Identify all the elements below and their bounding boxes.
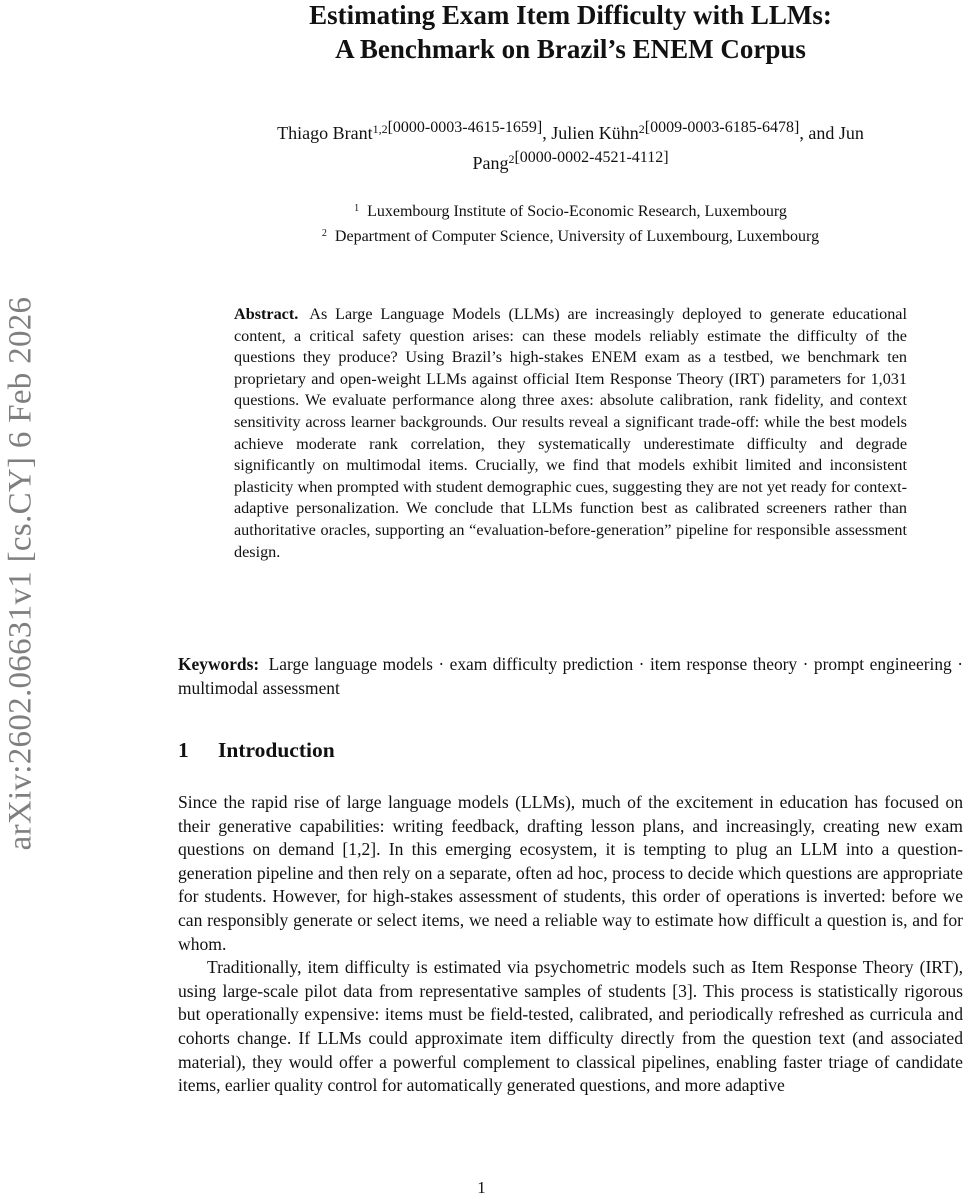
affiliation-mark: 1: [354, 203, 360, 214]
author-line-1: [178, 118, 963, 148]
orcid-link[interactable]: [0000-0002-4521-4112]: [514, 149, 669, 166]
author-name: Thiago Brant: [277, 123, 373, 143]
keywords-label: Keywords:: [178, 654, 260, 674]
arxiv-identifier[interactable]: arXiv:2602.06631v1 [cs.CY] 6 Feb 2026: [2, 296, 39, 850]
affiliation-text: Luxembourg Institute of Socio-Economic Research, Luxembourg: [367, 203, 787, 220]
keywords-block: [178, 652, 963, 700]
affiliation-text: Department of Computer Science, University of Luxembourg, Luxembourg: [334, 228, 820, 245]
author-separator: , and Jun: [799, 123, 864, 143]
affiliation-mark: 2: [321, 228, 327, 239]
orcid-link[interactable]: [0000-0003-4615-1659]: [387, 119, 543, 136]
title-line-2: A Benchmark on Brazil’s ENEM Corpus: [335, 34, 806, 64]
paper-title: [178, 0, 963, 66]
section-title: Introduction: [218, 738, 335, 762]
author-affil-mark: 1,2: [372, 122, 388, 136]
author-line-2: [178, 148, 963, 178]
abstract-paragraph: [234, 304, 907, 563]
author-list: [178, 118, 963, 178]
abstract-text: As Large Language Models (LLMs) are increasingly deployed to generate educational content, a critical safety question arises: can these models reliably estimate the difficulty of the questions they produce? Using Brazil’s high-stakes ENEM exam as a testbed, we benchmark ten proprietary and open-weight LLMs against official Item Response Theory (IRT) parameters for 1,031 questions. We evaluate performance along three axes: absolute calibration, rank fidelity, and context sensitivity across learner backgrounds. Our results reveal a significant trade-off: while the best models achieve moderate rank correlation, they systematically underestimate difficulty and degrade significantly on multimodal items. Crucially, we find that models exhibit limited and inconsistent plasticity when prompted with student demographic cues, suggesting they are not yet ready for context-adaptive personalization. We conclude that LLMs function best as calibrated screeners rather than authoritative oracles, supporting an “evaluation-before-generation” pipeline for responsible assessment design.: [234, 305, 907, 561]
author-affil-mark: 2: [508, 152, 515, 166]
body-paragraph: Traditionally, item difficulty is estimated via psychometric models such as Item Response Theory (IRT), using large-scale pilot data from representative samples of students [3]. This process is statistically rigorous but operationally expensive: items must be field-tested, calibrated, and periodically refreshed as curricula and cohorts change. If LLMs could approximate item difficulty directly from the question text (and associated material), they would offer a powerful complement to classical pipelines, enabling faster triage of candidate items, earlier quality control for automatically generated questions, and more adaptive: [178, 957, 963, 1096]
author-separator: ,: [542, 123, 552, 143]
title-line-1: Estimating Exam Item Difficulty with LLMs:: [309, 0, 832, 30]
section-number: 1: [178, 738, 189, 762]
affiliation: [178, 223, 963, 248]
author-name: Julien Kühn: [551, 123, 639, 143]
section-heading: [178, 735, 335, 765]
author-affil-mark: 2: [638, 122, 645, 136]
body-paragraph: Since the rapid rise of large language models (LLMs), much of the excitement in education has focused on their generative capabilities: writing feedback, drafting lesson plans, and increasingly, creating new exam questions on demand [1,2]. In this emerging ecosystem, it is tempting to plug an LLM into a question-generation pipeline and then rely on a separate, often ad hoc, process to decide which questions are appropriate for students. However, for high-stakes assessment of students, this order of operations is inverted: before we can responsibly generate or select items, we need a reliable way to estimate how difficult a question is, and for whom.: [178, 792, 963, 954]
keywords-paragraph: [178, 652, 963, 700]
orcid-link[interactable]: [0009-0003-6185-6478]: [644, 119, 800, 136]
page-number: 1: [477, 1178, 486, 1197]
arxiv-side-stamp: [2, 238, 40, 908]
affiliation-list: [178, 198, 963, 248]
keywords-text: Large language models · exam difficulty prediction · item response theory · prompt engineering · multimodal assessment: [178, 654, 963, 698]
abstract-label: Abstract.: [234, 305, 299, 323]
author-name: Pang: [472, 153, 509, 173]
body-text: [178, 791, 963, 1098]
affiliation: [178, 198, 963, 223]
abstract-block: [234, 304, 907, 563]
